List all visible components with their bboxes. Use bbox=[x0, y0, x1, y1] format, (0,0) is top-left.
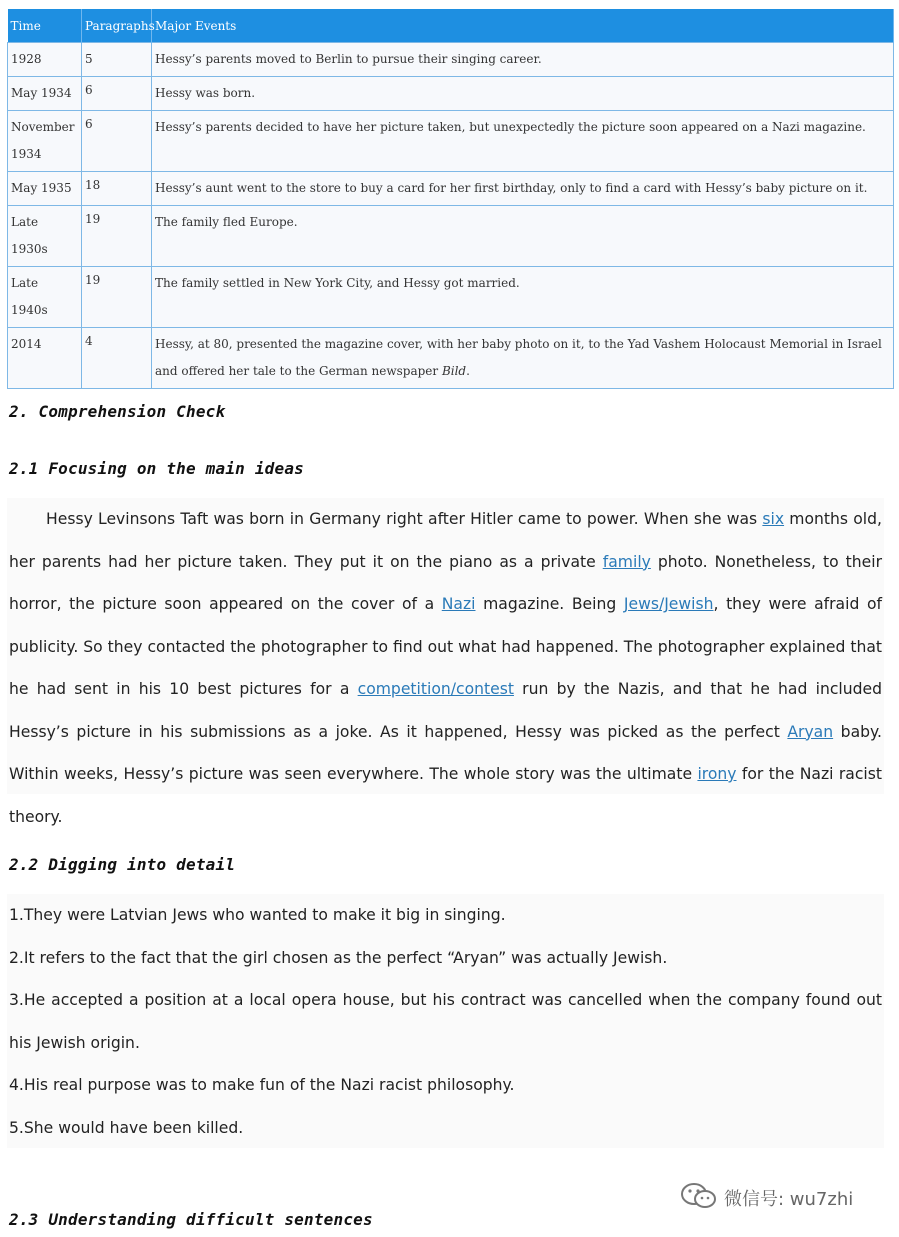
table-header-row bbox=[8, 9, 894, 43]
table-row bbox=[8, 206, 894, 267]
table-row bbox=[8, 43, 894, 77]
paragraph-text: run by the Nazis, and that he had included Hessy’s picture in his submissions as a joke. As it happened, Hessy was picked as the perfect bbox=[9, 680, 883, 741]
table-row bbox=[8, 328, 894, 389]
answer-six[interactable]: six bbox=[762, 510, 785, 528]
cell-time: 2014 bbox=[8, 328, 82, 389]
paragraph-text: magazine. Being bbox=[475, 595, 624, 613]
table-row bbox=[8, 172, 894, 206]
list-item: 5.She would have been killed. bbox=[9, 1118, 244, 1137]
wechat-watermark bbox=[680, 1180, 853, 1216]
list-item: 1.They were Latvian Jews who wanted to make it big in singing. bbox=[9, 906, 506, 924]
cell-event: The family settled in New York City, and Hessy got married. bbox=[152, 267, 894, 328]
paragraph-text: , they were afraid of publicity. So they contacted the photographer to find out what had happened. The photographer explained that he had sent in his 10 best pictures for a bbox=[9, 595, 882, 698]
list-item: 2.It refers to the fact that the girl chosen as the perfect “Aryan” was actually Jewish. bbox=[9, 948, 668, 967]
header-major-events: Major Events bbox=[152, 9, 894, 43]
newspaper-name: Bild bbox=[441, 364, 467, 378]
paragraph-text: Hessy Levinsons Taft was born in Germany right after Hitler came to power. When she was bbox=[46, 510, 763, 528]
paragraph-text: photo. Nonetheless, to their horror, the picture soon appeared on the cover of a bbox=[9, 552, 882, 613]
cell-paragraph: 19 bbox=[82, 206, 152, 267]
cell-time: November 1934 bbox=[8, 111, 82, 172]
detail-answers-box bbox=[7, 894, 884, 1148]
event-text: Hessy, at 80, presented the magazine cover, with her baby photo on it, to the Yad Vashem Holocaust Memorial in Israel and offered her tale to the German newspaper bbox=[155, 337, 882, 378]
answer-jews-jewish[interactable]: Jews/Jewish bbox=[623, 595, 714, 613]
header-time: Time bbox=[8, 9, 82, 43]
paragraph-text: months old, her parents had her picture taken. They put it on the piano as a private bbox=[9, 510, 882, 571]
cell-time: Late 1940s bbox=[8, 267, 82, 328]
cell-paragraph: 19 bbox=[82, 267, 152, 328]
cell-paragraph: 18 bbox=[82, 172, 152, 206]
cell-event: Hessy was born. bbox=[152, 77, 894, 111]
section-2-1-heading: 2.1 Focusing on the main ideas bbox=[9, 459, 304, 478]
answer-competition-contest[interactable]: competition/contest bbox=[357, 680, 514, 698]
answer-nazi[interactable]: Nazi bbox=[441, 595, 476, 613]
cell-paragraph: 6 bbox=[82, 111, 152, 172]
paragraph-text: baby. Within weeks, Hessy’s picture was seen everywhere. The whole story was the ultimate bbox=[9, 722, 882, 783]
answer-aryan[interactable]: Aryan bbox=[787, 722, 834, 741]
cell-time: 1928 bbox=[8, 43, 82, 77]
cell-event: Hessy’s parents decided to have her picture taken, but unexpectedly the picture soon appeared on a Nazi magazine. bbox=[152, 111, 894, 172]
cell-event: The family fled Europe. bbox=[152, 206, 894, 267]
cell-paragraph: 4 bbox=[82, 328, 152, 389]
events-table bbox=[7, 9, 894, 389]
cell-time: Late 1930s bbox=[8, 206, 82, 267]
paragraph-text: for the Nazi racist theory. bbox=[9, 765, 882, 826]
cell-time: May 1934 bbox=[8, 77, 82, 111]
section-2-3-heading: 2.3 Understanding difficult sentences bbox=[9, 1210, 373, 1229]
answer-irony[interactable]: irony bbox=[697, 765, 737, 783]
wechat-icon bbox=[680, 1182, 718, 1215]
section-2-2-heading: 2.2 Digging into detail bbox=[9, 855, 236, 874]
watermark-label: 微信号: wu7zhi bbox=[724, 1189, 854, 1210]
cell-event: Hessy’s aunt went to the store to buy a card for her first birthday, only to find a card with Hessy’s baby picture on it. bbox=[152, 172, 894, 206]
list-item: 4.His real purpose was to make fun of the Nazi racist philosophy. bbox=[9, 1076, 515, 1094]
header-paragraphs: Paragraphs bbox=[82, 9, 152, 43]
event-text-end: . bbox=[466, 364, 470, 378]
answer-family[interactable]: family bbox=[602, 552, 651, 571]
main-ideas-paragraph bbox=[7, 498, 884, 838]
cell-event: Hessy’s parents moved to Berlin to pursue their singing career. bbox=[152, 43, 894, 77]
section-2-heading: 2. Comprehension Check bbox=[9, 402, 226, 421]
list-item: 3.He accepted a position at a local opera house, but his contract was cancelled when the company found out his Jewish origin. bbox=[9, 991, 882, 1052]
cell-event bbox=[152, 328, 894, 389]
table-row bbox=[8, 77, 894, 111]
table-row bbox=[8, 111, 894, 172]
cell-paragraph: 5 bbox=[82, 43, 152, 77]
main-ideas-box bbox=[7, 498, 884, 826]
cell-paragraph: 6 bbox=[82, 77, 152, 111]
table-row bbox=[8, 267, 894, 328]
cell-time: May 1935 bbox=[8, 172, 82, 206]
